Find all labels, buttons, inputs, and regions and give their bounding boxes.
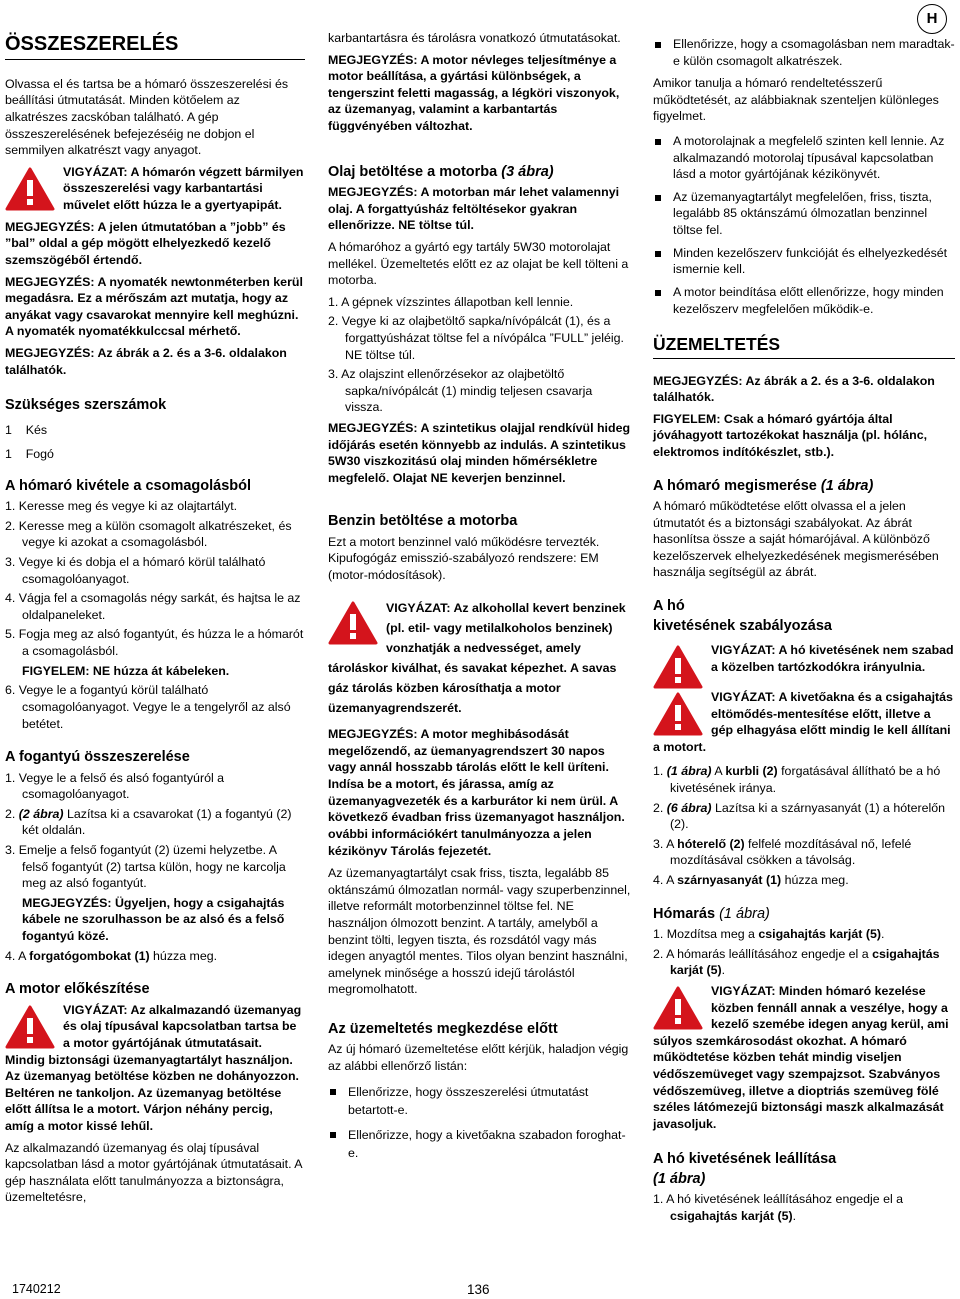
assembly-intro: Olvassa el és tartsa be a hómaró összeszerelési és beállítási útmutatását. Minden kötőelem az alkatrészes zacskóban található. A gép összeszerelésének befejezéséig ne dobjon el semmilyen alkatrészt vagy anyagot. [5, 76, 289, 158]
unpack-steps [5, 498, 305, 732]
list-item: Ellenőrizze, hogy a kivetőakna szabadon foroghat-e. [328, 1126, 633, 1163]
list-item: 3. Vegye ki és dobja el a hómaró körül található csomagolóanyagot. [5, 555, 266, 586]
list-item: 2. (2 ábra) Lazítsa ki a csavarokat (1) a fogantyú (2) két oldalán. [5, 806, 292, 838]
warning-block [653, 642, 955, 675]
oil-note-synthetic: MEGJEGYZÉS: A szintetikus olajjal rendkívül hideg időjárás esetén könnyebb az indulás. A szintetikus 5W30 viszkozitású olaj minden hőmérsékletre megfelelő. Olajat NE keverjen benzinnel. [328, 421, 631, 485]
list-item: 1. (1 ábra) A kurbli (2) forgatásával állítható be a hó kivetésének iránya. [653, 764, 941, 795]
note-left-right: MEGJEGYZÉS: A jelen útmutatóban a ”jobb” és ”bal” oldal a gép mögött elhelyezkedő kezelő szemszögéből értendő. [5, 219, 286, 267]
note-engine-power: MEGJEGYZÉS: A motor névleges teljesítménye a motor beállítása, a gyártási különbségek, a tengerszint feletti magasság, a légköri viszonyok, az üzemanyag, valamint a karbantartás függvényében változhat. [328, 52, 620, 134]
fuel-note: MEGJEGYZÉS: A motor meghibásodását megelőzendő, az üemanyagrendszert 30 napos vagy annál hosszabb tárolás előtt le kell üríteni. Indísa be a motort, és járassa, amíg az üzemanyagvezeték és a karburátor ki nem ürül. A következő évadban friss üzemanyagot használjon. ovábbi információkért tanulmányozza a jelen kézikönyv Tárolás fejezetét. [328, 727, 625, 858]
list-item: 2. Keresse meg a külön csomagolt alkatrészeket, és vegye ki azokat a csomagolásból. [5, 518, 292, 550]
list-item: 1. A hó kivetésének leállításához engedje el a csigahajtás karját (5). [653, 1192, 904, 1223]
note-figures: MEGJEGYZÉS: Az ábrák a 2. és a 3-6. oldalakon találhatók. [653, 373, 935, 405]
learn-heading: A hómaró megismerése (1 ábra) [653, 477, 874, 494]
list-item: 1. Vegye le a felső és alsó fogantyúról a csomagolóanyagot. [5, 770, 225, 802]
caution-cables: FIGYELEM: NE húzza át kábeleken. [22, 663, 230, 678]
list-item: 3. Az olajszint ellenőrzésekor az olajbetöltő sapka/nívópálcát (1) mindig teljesen csavarja vissza. [328, 367, 593, 415]
oil-steps [328, 294, 633, 416]
oil-heading: Olaj betöltése a motorba (3 ábra) [328, 163, 554, 180]
list-item: 2. Vegye ki az olajbetöltő sapka/nívópálcát (1), és a forgattyúsházat töltse fel a nívópálca ”FULL” jeléig. NE töltse túl. [328, 314, 624, 362]
column-3 [653, 0, 955, 1228]
note-figures: MEGJEGYZÉS: Az ábrák a 2. és a 3-6. oldalakon találhatók. [5, 345, 287, 377]
list-item: 2. A hómarás leállításához engedje el a csigahajtás karját (5). [653, 946, 940, 978]
list-item: 5. Fogja meg az alsó fogantyút, és húzza le a hómarót a csomagolásból. [5, 627, 304, 659]
precheck-text: Az új hómaró üzemeltetése előtt kérjük, haladjon végig az alábbi ellenőrző listán: [328, 1042, 629, 1074]
warning-triangle-icon [653, 692, 703, 736]
section-title-assembly: ÖSSZESZERELÉS [5, 31, 305, 60]
list-item: 2. (6 ábra) Lazítsa ki a szárnyasanyát (1) a hóterelőn (2). [653, 800, 946, 832]
oil-text: A hómaróhoz a gyártó egy tartály 5W30 motorolajat mellékel. Üzemeltetés előtt ez az olajat be kell tölteni a motorba. [328, 239, 629, 288]
warning-block [5, 1002, 305, 1135]
handle-note: MEGJEGYZÉS: Ügyeljen, hogy a csigahajtás kábele ne szorulhasson be az alsó és a felső fogantyú közé. [22, 895, 285, 944]
continued-text: karbantartásra és tárolásra vonatkozó útmutatásokat. [328, 31, 621, 45]
column-1 [5, 0, 305, 1211]
doc-number: 1740212 [12, 1282, 61, 1296]
list-item: A motorolajnak a megfelelő szinten kell lennie. Az alkalmazandó motorolaj típusával kapcsolatban lásd a motor gyártójának kézikönyvét. [653, 133, 955, 183]
tool-item: 1 Kés [5, 422, 48, 437]
warning-triangle-icon [5, 1005, 55, 1049]
plow-steps [653, 926, 955, 979]
tools-heading: Szükséges szerszámok [5, 397, 167, 414]
checklist-2 [653, 133, 955, 317]
warning-block [328, 598, 633, 719]
list-item: Minden kezelőszerv funkcióját és elhelyezkedését ismernie kell. [653, 245, 955, 278]
precheck-list [328, 1083, 633, 1163]
page-number: 136 [467, 1282, 490, 1297]
list-item: 3. A hóterelő (2) felfelé mozdításával nő, lefelé mozdításával csökken a távolság. [653, 836, 912, 868]
warning-block [653, 983, 955, 1132]
eject-heading: A hó kivetésének szabályozása [653, 598, 832, 634]
warning-text: VIGYÁZAT: A hómarón végzett bármilyen összeszerelési vagy karbantartási művelet előtt húzza le a gyertyapipát. [63, 164, 304, 213]
learn-text: Amikor tanulja a hómaró rendeltetésszerű működtetését, az alábbiaknak szenteljen különleges figyelmet. [653, 76, 939, 124]
warning-text: VIGYÁZAT: A kivetőakna és a csigahajtás eltömődés-mentesítése előtt, illetve a gép elhagyása előtt mindig le kell állítani a motort. [653, 689, 953, 754]
motor-prep-heading: A motor előkészítése [5, 981, 150, 998]
warning-triangle-icon [653, 645, 703, 689]
warning-triangle-icon [653, 986, 703, 1030]
fuel-text-2: Az üzemanyagtartályt csak friss, tiszta, legalább 85 oktánszámú ólmozatlan normál- vagy szuperbenzinnel, illetve reformált motorbenzinnel töltse fel. NE használjon ólmozott benzint. A tartály, amelyből a benzint tölti, legyen tiszta, és rozsdától vagy más idegen anyagtól mentes. Tilos olyan benzint használni, amelynek minősége a hosszú idejű tárolástól megromolhatott. [328, 866, 631, 997]
warning-block [653, 689, 955, 755]
fuel-heading: Benzin betöltése a motorba [328, 513, 518, 530]
oil-note: MEGJEGYZÉS: A motorban már lehet valamennyi olaj. A forgattyúsház feltöltésekor gyakran ellenőrizze. NE töltse túl. [328, 185, 620, 233]
fuel-text: Ezt a motort benzinnel való működésre tervezték. Kipufogógáz emisszió-szabályozó rendszere: EM (motor-módosítások). [328, 534, 600, 583]
warning-text: VIGYÁZAT: Minden hómaró kezelése közben fennáll annak a veszélye, hogy a kezelő szemébe idegen anyag kerül, ami súlyos szemkárosodást okozhat. A hómaró működtetése közben tehát mindig viseljen védőszemüveget vagy szempajzsot. Szabványos védőszemüveg, illetve a dioptriás szemüveg fölé széles látómezejű biztonsági maszk alkalmazását javasoljuk. [653, 983, 949, 1131]
stop-steps [653, 1191, 955, 1224]
eject-steps [653, 763, 955, 888]
list-item: A motor beindítása előtt ellenőrizze, hogy minden kezelőszerv megfelelően működik-e. [653, 284, 955, 317]
motor-prep-text: Az alkalmazandó üzemanyag és olaj típusával kapcsolatban lásd a motor gyártójának útmutatásait. A gép használata előtt tanulmányozza a biztonságra, üzemeltetésre, [5, 1140, 302, 1205]
learn-text-2: A hómaró működtetése előtt olvassa el a jelen útmutatót és a biztonsági szabályokat. Az ábrát hasonlítsa össze a saját hómarójával. A különböző kezelőszervek elhelyezkedésének megismerésében használja segítségül az ábrát. [653, 499, 939, 580]
checklist-cont [653, 36, 955, 69]
list-item: 4. Vágja fel a csomagolás négy sarkát, és hajtsa le az oldalpaneleket. [5, 591, 301, 622]
warning-block [5, 164, 305, 214]
handle-heading: A fogantyú összeszerelése [5, 749, 190, 766]
warning-text: VIGYÁZAT: A hó kivetésének nem szabad a közelben tartózkodókra irányulnia. [711, 642, 954, 674]
list-item: 1. Mozdítsa meg a csigahajtás karját (5). [653, 927, 885, 942]
warning-triangle-icon [5, 167, 55, 211]
note-torque: MEGJEGYZÉS: A nyomaték newtonméterben kerül megadásra. Ez a mérőszám azt mutatja, hogy az anyákat vagy csavarokat mennyire kell meghúzni. A nyomaték nyomatékkulccsal mérhető. [5, 274, 303, 339]
list-item: 6. Vegye le a fogantyú körül található csomagolóanyagot. Vegye le a tengelyről az alsó betétet. [5, 683, 291, 731]
list-item: 4. A szárnyasanyát (1) húzza meg. [653, 873, 849, 888]
warning-text: VIGYÁZAT: Az alkalmazandó üzemanyag és olaj típusával kapcsolatban tartsa be a motor gyártójának útmutatásait. Mindig biztonsági üzemanyagtartályt használjon. Az üzemanyag betöltése közben ne dohányozzon. Beltéren ne tankoljon. Az üzemanyag betöltése előtt állítsa le a motort. Várjon néhány percig, amíg a motor kissé lehűl. [5, 1002, 302, 1133]
list-item: 1. Keresse meg és vegye ki az olajtartályt. [5, 499, 238, 514]
tools-list [5, 422, 305, 463]
handle-steps [5, 770, 305, 965]
list-item: Az üzemanyagtartályt megfelelően, friss, tiszta, legalább 85 oktánszámú ólmozatlan benzinnel töltse fel. [653, 189, 955, 239]
section-title-operation: ÜZEMELTETÉS [653, 333, 955, 358]
tool-item: 1 Fogó [5, 447, 54, 462]
stop-heading: A hó kivetésének leállítása (1 ábra) [653, 1151, 837, 1187]
list-item: 4. A forgatógombokat (1) húzza meg. [5, 948, 218, 963]
warning-text: VIGYÁZAT: Az alkohollal kevert benzinek (pl. etil- vagy metilalkoholos benzinek) vonzhatják a nedvességet, amely tároláskor kiválhat, és savakat képezhet. A savas gáz tárolás közben károsíthatja a motor üzemanyagrendszerét. [328, 600, 626, 716]
list-item: 1. A gépnek vízszintes állapotban kell lennie. [328, 294, 574, 309]
language-badge: H [917, 4, 947, 34]
precheck-heading: Az üzemeltetés megkezdése előtt [328, 1021, 558, 1037]
warning-triangle-icon [328, 601, 378, 645]
note-accessories: FIGYELEM: Csak a hómaró gyártója által jóváhagyott tartozékokat használja (pl. hólánc, elektromos indítókészlet, stb.). [653, 411, 928, 460]
plow-heading: Hómarás (1 ábra) [653, 905, 770, 922]
list-item: Ellenőrizze, hogy a csomagolásban nem maradtak-e külön csomagolt alkatrészek. [653, 36, 955, 69]
column-2 [328, 0, 633, 1169]
unpack-heading: A hómaró kivétele a csomagolásból [5, 477, 252, 494]
list-item: Ellenőrizze, hogy összeszerelési útmutatást betartott-e. [328, 1083, 633, 1120]
list-item: 3. Emelje a felső fogantyút (2) üzemi helyzetbe. A felső fogantyút (2) tartsa külön, hogy ne karcolja meg az alsó fogantyút. [5, 843, 286, 891]
